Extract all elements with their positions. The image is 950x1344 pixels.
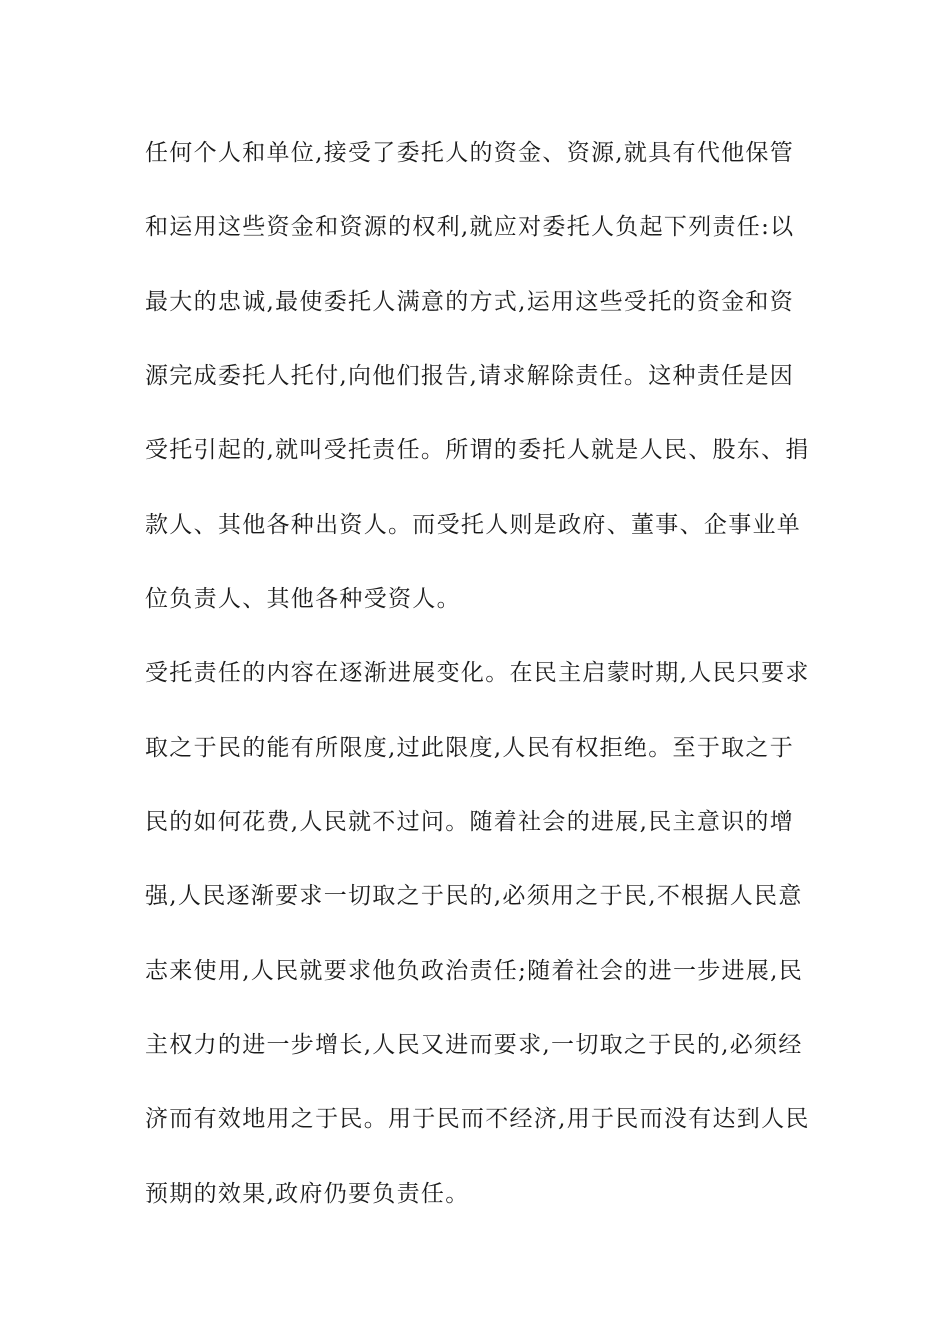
paragraph-line: 取之于民的能有所限度,过此限度,人民有权拒绝。至于取之于 <box>145 735 795 761</box>
paragraph-line: 济而有效地用之于民。用于民而不经济,用于民而没有达到人民 <box>145 1106 810 1132</box>
paragraph-line: 位负责人、其他各种受资人。 <box>145 586 461 612</box>
paragraph-line: 强,人民逐渐要求一切取之于民的,必须用之于民,不根据人民意 <box>145 883 803 909</box>
paragraph-line: 源完成委托人托付,向他们报告,请求解除责任。这种责任是因 <box>145 363 795 389</box>
paragraph-line: 主权力的进一步增长,人民又进而要求,一切取之于民的,必须经 <box>145 1032 803 1058</box>
paragraph-line: 和运用这些资金和资源的权利,就应对委托人负起下列责任:以 <box>145 214 795 240</box>
paragraph-line: 志来使用,人民就要求他负政治责任;随着社会的进一步进展,民 <box>145 958 804 984</box>
paragraph-line: 民的如何花费,人民就不过问。随着社会的进展,民主意识的增 <box>145 809 795 835</box>
paragraph-line: 预期的效果,政府仍要负责任。 <box>145 1181 470 1207</box>
paragraph-line: 受托引起的,就叫受托责任。所谓的委托人就是人民、股东、捐 <box>145 437 810 463</box>
paragraph-line: 款人、其他各种出资人。而受托人则是政府、董事、企事业单 <box>145 512 802 538</box>
paragraph-line: 受托责任的内容在逐渐进展变化。在民主启蒙时期,人民只要求 <box>145 660 810 686</box>
paragraph-line: 最大的忠诚,最使委托人满意的方式,运用这些受托的资金和资 <box>145 289 795 315</box>
paragraph-line: 任何个人和单位,接受了委托人的资金、资源,就具有代他保管 <box>145 140 795 166</box>
